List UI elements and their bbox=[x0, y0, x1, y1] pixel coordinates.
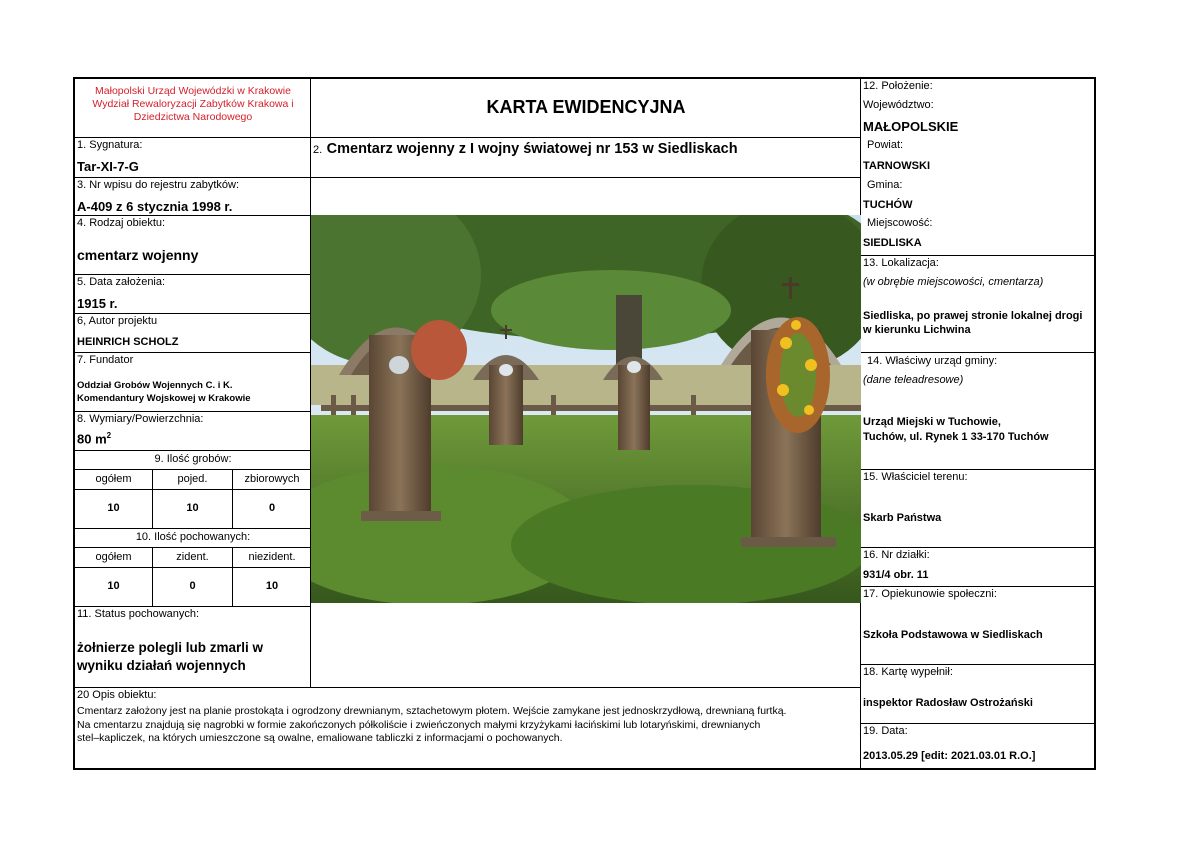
status-value bbox=[77, 639, 263, 675]
polozenie-label: 12. Położenie: bbox=[863, 80, 933, 92]
groby-value-ogolem: 10 bbox=[107, 502, 120, 514]
status-line: żołnierze polegli lub zmarli w bbox=[77, 640, 264, 655]
wypelnil-value: inspektor Radosław Ostrożański bbox=[863, 697, 1033, 709]
pochowani-header-ogolem: ogółem bbox=[95, 551, 132, 563]
rule bbox=[75, 687, 861, 688]
rule bbox=[311, 137, 861, 138]
lokalizacja-line: Siedliska, po prawej stronie lokalnej drogi bbox=[863, 310, 1083, 322]
opiekunowie-value: Szkoła Podstawowa w Siedliskach bbox=[863, 629, 1043, 641]
rule bbox=[861, 469, 1096, 470]
dzialka-value: 931/4 obr. 11 bbox=[863, 569, 929, 581]
lokalizacja-label: 13. Lokalizacja: bbox=[863, 257, 939, 269]
rodzaj-value: cmentarz wojenny bbox=[77, 247, 199, 263]
groby-value-pojed: 10 bbox=[186, 502, 199, 514]
groby-header-zbiorowych: zbiorowych bbox=[244, 473, 300, 485]
powiat-label: Powiat: bbox=[867, 139, 904, 151]
institution-name bbox=[77, 85, 309, 124]
rule bbox=[75, 137, 311, 138]
sygnatura-label: 1. Sygnatura: bbox=[77, 139, 143, 151]
fundator-line: Komendantury Wojskowej w Krakowie bbox=[77, 393, 251, 404]
opis-line: stel–kapliczek, na których umieszczone są owalne, emaliowane tabliczki z informacjami o pochowanych. bbox=[77, 732, 563, 744]
autor-label: 6, Autor projektu bbox=[77, 315, 158, 327]
pochowani-label: 10. Ilość pochowanych: bbox=[135, 531, 251, 543]
pochowani-value-ogolem: 10 bbox=[107, 580, 120, 592]
status-label: 11. Status pochowanych: bbox=[77, 608, 200, 620]
rule bbox=[861, 586, 1096, 587]
urzad-hint: (dane teleadresowe) bbox=[863, 374, 964, 386]
wojewodztwo-label: Województwo: bbox=[863, 99, 934, 111]
miejscowosc-label: Miejscowość: bbox=[867, 217, 933, 229]
rodzaj-label: 4. Rodzaj obiektu: bbox=[77, 217, 166, 229]
urzad-line: Urząd Miejski w Tuchowie, bbox=[863, 416, 1001, 428]
tree-canopy bbox=[491, 270, 731, 350]
status-line: wyniku działań wojennych bbox=[77, 658, 246, 673]
rule bbox=[75, 547, 311, 548]
rule bbox=[311, 177, 861, 178]
fundator-line: Oddział Grobów Wojennych C. i K. bbox=[77, 380, 233, 391]
fundator-label: 7. Fundator bbox=[77, 354, 134, 366]
rule bbox=[75, 528, 311, 529]
object-name-number: 2. bbox=[313, 144, 323, 156]
rule bbox=[75, 489, 311, 490]
rule bbox=[861, 547, 1096, 548]
opis-line: Cmentarz założony jest na planie prostokąta i ogrodzony drewnianym, sztachetowym płotem. Wejście zamykane jest jednoskrzydłową, drewnianą furtką. bbox=[77, 705, 787, 717]
opis-line: Na cmentarzu znajdują się nagrobki w formie zakończonych półkoliście i zwieńczonych małymi krzyżykami łacińskimi lub lotaryńskimi, drewnianych bbox=[77, 718, 761, 731]
lokalizacja-line: w kierunku Lichwina bbox=[863, 324, 971, 336]
groby-label: 9. Ilość grobów: bbox=[154, 453, 232, 465]
rule bbox=[861, 352, 1096, 353]
institution-line: Małopolski Urząd Wojewódzki w Krakowie bbox=[95, 85, 291, 97]
card-title: KARTA EWIDENCYJNA bbox=[486, 97, 686, 117]
rule bbox=[75, 313, 311, 314]
rule bbox=[75, 274, 311, 275]
pochowani-value-zident: 0 bbox=[189, 580, 196, 592]
opis-label: 20 Opis obiektu: bbox=[77, 689, 157, 701]
urzad-line: Tuchów, ul. Rynek 1 33-170 Tuchów bbox=[863, 431, 1049, 443]
pochowani-header-niezident: niezident. bbox=[248, 551, 296, 563]
cemetery-photo-drawing bbox=[311, 215, 861, 603]
wreath bbox=[411, 320, 467, 380]
rule bbox=[861, 664, 1096, 665]
data-zalozenia-value: 1915 r. bbox=[77, 296, 118, 311]
opis-text bbox=[77, 705, 857, 746]
cemetery-photo bbox=[311, 215, 861, 603]
rule bbox=[75, 567, 311, 568]
rejestr-value: A-409 z 6 stycznia 1998 r. bbox=[77, 199, 233, 214]
pochowani-header-zident: zident. bbox=[176, 551, 209, 563]
wymiary-unit-exponent: 2 bbox=[106, 431, 112, 440]
wlasciciel-value: Skarb Państwa bbox=[863, 512, 942, 524]
lokalizacja-hint: (w obrębie miejscowości, cmentarza) bbox=[863, 276, 1044, 288]
rule bbox=[861, 255, 1096, 256]
wymiary-number: 80 m bbox=[77, 431, 107, 447]
gmina-value: TUCHÓW bbox=[863, 199, 913, 211]
fundator-value bbox=[77, 379, 251, 405]
rule bbox=[861, 723, 1096, 724]
wymiary-value bbox=[77, 431, 111, 446]
object-name-text: Cmentarz wojenny z I wojny światowej nr 153 w Siedliskach bbox=[326, 141, 738, 157]
groby-value-zbiorowych: 0 bbox=[268, 502, 276, 514]
opiekunowie-label: 17. Opiekunowie społeczni: bbox=[863, 588, 997, 600]
groby-header-ogolem: ogółem bbox=[95, 473, 132, 485]
urzad-label: 14. Właściwy urząd gminy: bbox=[867, 355, 998, 367]
powiat-value: TARNOWSKI bbox=[863, 160, 931, 172]
urzad-value bbox=[863, 415, 1049, 445]
institution-line: Dziedzictwa Narodowego bbox=[133, 111, 253, 123]
lokalizacja-value bbox=[863, 309, 1082, 337]
data-wypelnienia-label: 19. Data: bbox=[863, 725, 908, 737]
wypelnil-label: 18. Kartę wypełnił: bbox=[863, 666, 953, 678]
miejscowosc-value: SIEDLISKA bbox=[863, 237, 922, 249]
rule bbox=[75, 469, 311, 470]
pochowani-value-niezident: 10 bbox=[265, 580, 279, 592]
groby-header-pojed: pojed. bbox=[177, 473, 208, 485]
rule bbox=[75, 352, 311, 353]
dzialka-label: 16. Nr działki: bbox=[863, 549, 930, 561]
rule bbox=[75, 450, 311, 451]
wymiary-label: 8. Wymiary/Powierzchnia: bbox=[77, 413, 204, 425]
data-zalozenia-label: 5. Data założenia: bbox=[77, 276, 166, 288]
sygnatura-value: Tar-XI-7-G bbox=[77, 159, 139, 174]
rule bbox=[75, 215, 311, 216]
rule bbox=[75, 411, 311, 412]
autor-value: HEINRICH SCHOLZ bbox=[77, 336, 179, 348]
institution-line: Wydział Rewaloryzacji Zabytków Krakowa i bbox=[92, 98, 294, 110]
object-name bbox=[313, 140, 859, 158]
wlasciciel-label: 15. Właściciel terenu: bbox=[863, 471, 968, 483]
data-wypelnienia-value: 2013.05.29 [edit: 2021.03.01 R.O.] bbox=[863, 750, 1036, 762]
rejestr-label: 3. Nr wpisu do rejestru zabytków: bbox=[77, 179, 240, 191]
gmina-label: Gmina: bbox=[867, 179, 903, 191]
rule bbox=[75, 177, 311, 178]
wojewodztwo-value: MAŁOPOLSKIE bbox=[863, 119, 959, 134]
rule bbox=[75, 606, 311, 607]
